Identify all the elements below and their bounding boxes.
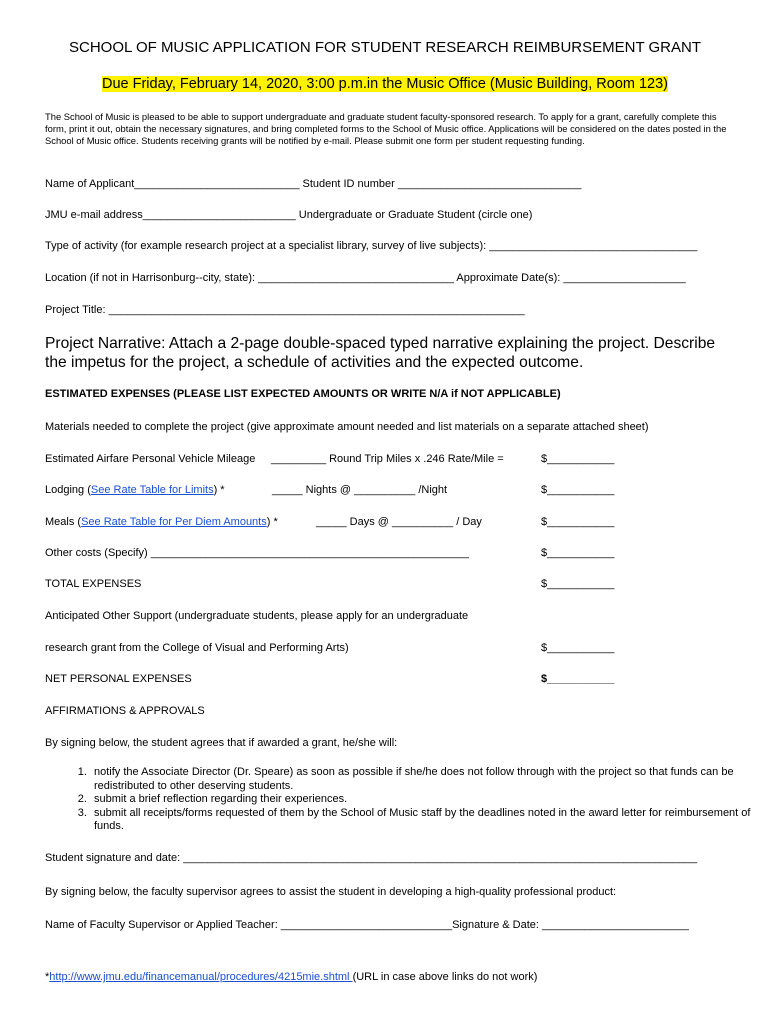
- lodging-nights-field[interactable]: _____ Nights @ __________ /Night: [272, 484, 448, 496]
- project-narrative-instructions: Project Narrative: Attach a 2-page double-spaced typed narrative explaining the project. Describe the impetus for the project, a schedule of activities and the expected outcome.: [45, 335, 716, 371]
- mileage-field[interactable]: _________ Round Trip Miles x .246 Rate/Mile =: [271, 453, 504, 465]
- finance-manual-link[interactable]: http://www.jmu.edu/financemanual/procedures/4215mie.shtml: [49, 971, 353, 983]
- due-date-notice: [0, 75, 770, 93]
- faculty-agreement-intro: By signing below, the faculty supervisor agrees to assist the student in developing a high-quality professional product:: [45, 886, 617, 898]
- lodging-rate-table-link[interactable]: See Rate Table for Limits: [90, 484, 214, 496]
- other-support-line1: Anticipated Other Support (undergraduate students, please apply for an undergraduate: [45, 610, 469, 622]
- email-and-student-level-field[interactable]: JMU e-mail address_________________________ Undergraduate or Graduate Student (circle one): [45, 209, 533, 221]
- obligation-item: 3. submit all receipts/forms requested of them by the School of Music staff by the deadlines noted in the award letter for reimbursement of funds.: [90, 807, 770, 834]
- due-date-text: Due Friday, February 14, 2020, 3:00 p.m.in the Music Office (Music Building, Room 123): [101, 76, 669, 92]
- meals-per-diem-link[interactable]: See Rate Table for Per Diem Amounts: [81, 516, 267, 528]
- expenses-heading: ESTIMATED EXPENSES (PLEASE LIST EXPECTED AMOUNTS OR WRITE N/A if NOT APPLICABLE): [45, 388, 561, 400]
- meals-label: [45, 516, 278, 529]
- form-title: SCHOOL OF MUSIC APPLICATION FOR STUDENT RESEARCH REIMBURSEMENT GRANT: [68, 39, 702, 56]
- lodging-label-suffix: ) *: [213, 484, 225, 496]
- materials-line: Materials needed to complete the project (give approximate amount needed and list materials on a separate attached sheet): [45, 421, 649, 433]
- faculty-signature-field[interactable]: Name of Faculty Supervisor or Applied Teacher: ____________________________Signature & Date: ________________________: [45, 919, 689, 931]
- footer-note: [45, 971, 537, 984]
- lodging-label: [45, 484, 225, 497]
- total-expenses-amount-field[interactable]: $___________: [541, 578, 615, 590]
- footer-asterisk: *: [45, 971, 50, 983]
- footer-url-note: (URL in case above links do not work): [352, 971, 538, 983]
- meals-amount-field[interactable]: $___________: [541, 516, 615, 528]
- other-costs-amount-field[interactable]: $___________: [541, 547, 615, 559]
- other-support-line2: research grant from the College of Visual and Performing Arts): [45, 642, 349, 654]
- affirmations-heading: AFFIRMATIONS & APPROVALS: [45, 705, 205, 717]
- meals-days-field[interactable]: _____ Days @ __________ / Day: [316, 516, 482, 528]
- net-expenses-amount-field[interactable]: $___________: [541, 673, 615, 685]
- net-expenses-label: NET PERSONAL EXPENSES: [45, 673, 192, 685]
- location-and-dates-field[interactable]: Location (if not in Harrisonburg--city, state): ________________________________ Approximate Date(s): ____________________: [45, 272, 686, 284]
- student-obligations-list: [45, 766, 770, 834]
- meals-label-suffix: ) *: [266, 516, 278, 528]
- airfare-amount-field[interactable]: $___________: [541, 453, 615, 465]
- intro-paragraph: The School of Music is pleased to be able to support undergraduate and graduate student faculty-sponsored research. To apply for a grant, carefully complete this form, print it out, obtain the necessary signatures, and bring completed forms to the School of Music office. Applications will be considered on the dates posted in the School of Music office. Students receiving grants will be notified by e-mail. Please submit one form per student requesting funding.: [45, 111, 727, 146]
- student-agreement-intro: By signing below, the student agrees that if awarded a grant, he/she will:: [45, 737, 398, 749]
- activity-type-field[interactable]: Type of activity (for example research project at a specialist library, survey of live subjects): __________________________________: [45, 240, 698, 252]
- meals-label-prefix: Meals (: [45, 516, 82, 528]
- other-support-amount-field[interactable]: $___________: [541, 642, 615, 654]
- other-costs-field[interactable]: Other costs (Specify) ____________________________________________________: [45, 547, 469, 559]
- total-expenses-label: TOTAL EXPENSES: [45, 578, 142, 590]
- student-signature-field[interactable]: Student signature and date: ____________________________________________________________________________________: [45, 852, 698, 864]
- lodging-amount-field[interactable]: $___________: [541, 484, 615, 496]
- applicant-name-and-id-field[interactable]: Name of Applicant___________________________ Student ID number ______________________________: [45, 178, 582, 190]
- project-title-field[interactable]: Project Title: ____________________________________________________________________: [45, 304, 525, 316]
- obligation-item: 1. notify the Associate Director (Dr. Speare) as soon as possible if she/he does not follow through with the project so that funds can be redistributed to other deserving students.: [90, 766, 770, 793]
- lodging-label-prefix: Lodging (: [45, 484, 91, 496]
- obligation-item: 2. submit a brief reflection regarding their experiences.: [90, 793, 770, 807]
- airfare-label: Estimated Airfare Personal Vehicle Mileage: [45, 453, 256, 465]
